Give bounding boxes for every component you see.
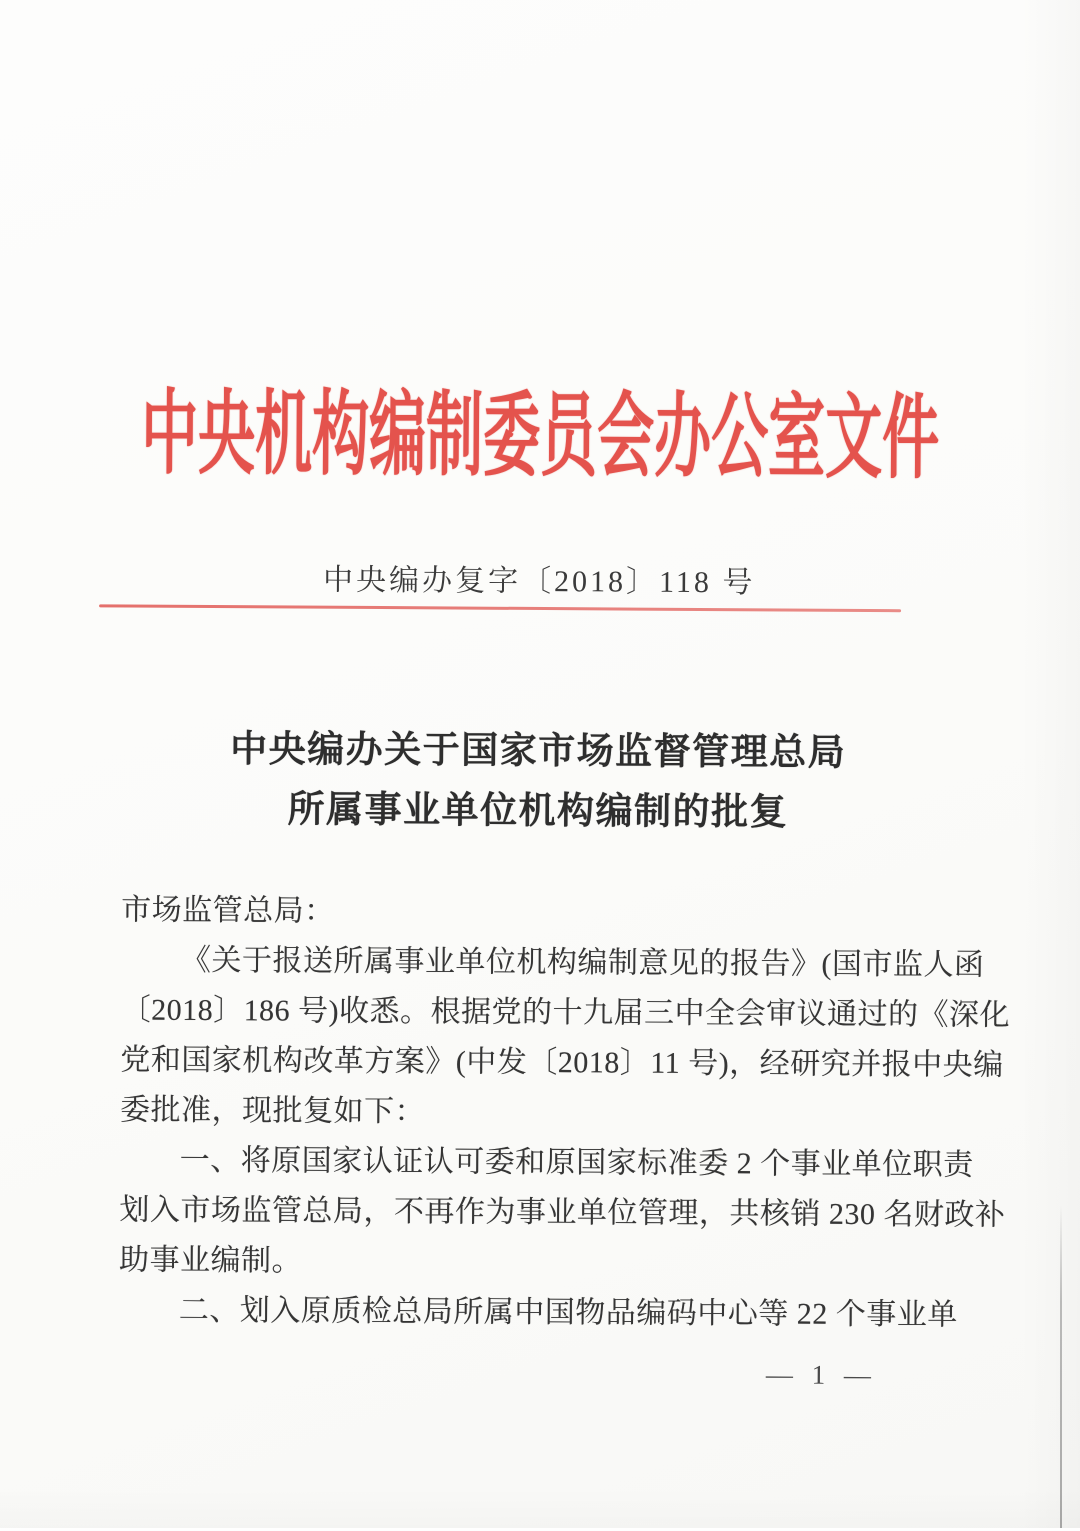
document-title: [0, 719, 1078, 846]
body-line: 助事业编制。: [118, 1243, 303, 1278]
letterhead-title: [0, 359, 1080, 491]
document-title-line-1: 中央编办关于国家市场监督管理总局: [230, 729, 847, 774]
body-line-salutation: 市场监管总局：: [121, 893, 335, 928]
letterhead-text: 中央机构编制委员会办公室文件: [140, 383, 940, 491]
document-body: [118, 885, 1011, 1340]
body-line: 〔2018〕186 号)收悉。根据党的十九届三中全会审议通过的《深化: [120, 993, 1011, 1032]
body-line: 党和国家机构改革方案》(中发〔2018〕11 号)，经研究并报中央编: [120, 1043, 1004, 1082]
page-number: — 1 —: [765, 1359, 877, 1391]
body-line-item-1: 一、将原国家认证认可委和原国家标准委 2 个事业单位职责: [179, 1143, 974, 1182]
body-line: 《关于报送所属事业单位机构编制意见的报告》(国市监人函: [180, 943, 985, 982]
body-line: 委批准，现批复如下：: [119, 1093, 426, 1129]
document-number: 中央编办复字〔2018〕118 号: [322, 563, 756, 600]
scan-shading-bottom: [0, 1488, 1080, 1528]
body-line: 划入市场监管总局，不再作为事业单位管理，共核销 230 名财政补: [119, 1193, 1006, 1232]
red-divider-line: [99, 604, 901, 612]
document-title-line-2: 所属事业单位机构编制的批复: [287, 789, 789, 834]
body-line-item-2: 二、划入原质检总局所属中国物品编码中心等 22 个事业单: [178, 1293, 958, 1332]
scan-shading-right: [1020, 0, 1080, 1528]
